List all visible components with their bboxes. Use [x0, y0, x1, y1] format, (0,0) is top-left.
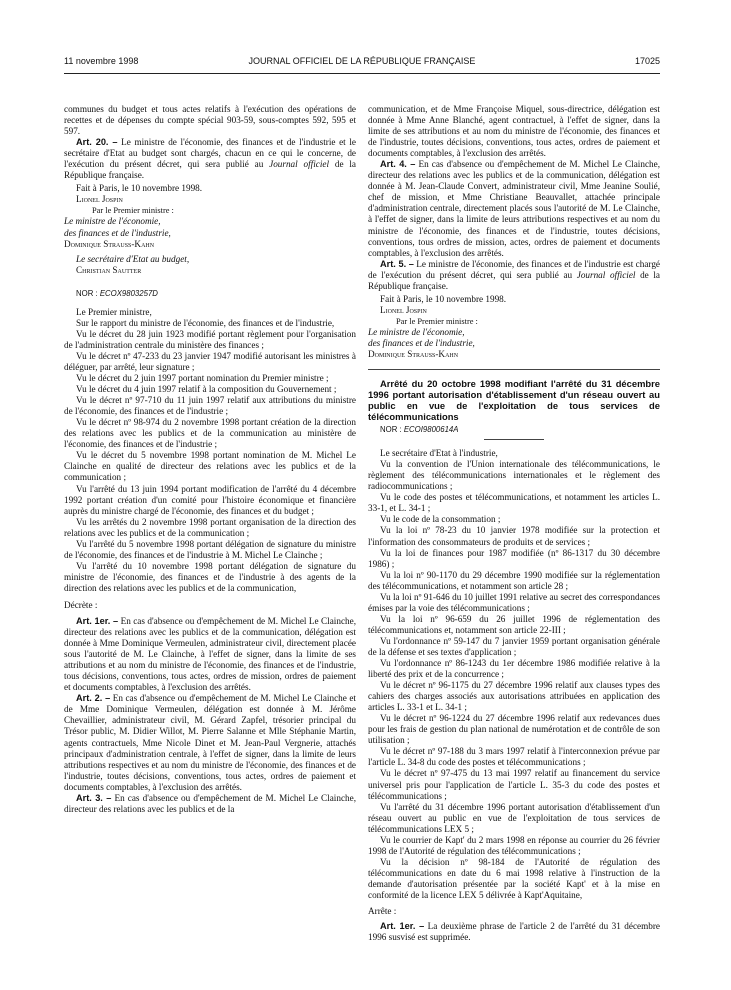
visa: Vu l'arrêté du 13 juin 1994 portant modification de l'arrêté du 4 décembre 1992 portant création d'un comité pour l'histoire économique et financière auprès du ministre chargé de l'économie, des finances et du budget ;	[64, 483, 356, 516]
nor-prefix: NOR :	[76, 288, 100, 298]
article-20	[64, 137, 356, 181]
article-text: Le ministre de l'économie, des finances et de l'industrie et le secrétaire d'Etat au budget sont chargés, chacun en ce qui le concerne, de l'exécution du présent décret, qui sera publié au	[64, 137, 356, 170]
visa: Vu le décret nº 47-233 du 23 janvier 1947 modifié autorisant les ministres à déléguer, par arrêté, leur signature ;	[64, 350, 356, 372]
visa: Vu le décret nº 96-1175 du 27 décembre 1996 relatif aux clauses types des cahiers des charges associés aux autorisations attribuées en application des articles L. 33-1 et L. 34-1 ;	[368, 680, 660, 713]
visa: Sur le rapport du ministre de l'économie, des finances et de l'industrie,	[76, 317, 335, 328]
nor-reference	[368, 424, 660, 435]
minister-title-1: Le ministre de l'économie,	[64, 216, 161, 227]
visa: Vu la loi nº 96-659 du 26 juillet 1996 de réglementation des télécommunications et, notamment son article 22-III ;	[368, 613, 660, 635]
visa: Vu l'arrêté du 10 novembre 1998 portant délégation de signature du ministre de l'économie, des finances et de l'industrie à des agents de la direction des relations avec les publics et de la communication,	[64, 560, 356, 593]
minister-name: Dominique Strauss-Kahn	[368, 349, 459, 360]
paragraph: communes du budget et tous actes relatifs à l'exécution des opérations de recettes et de dépenses du compte spécial 903-59, sous-comptes 592, 595 et 597.	[64, 104, 356, 137]
article-label: Art. 20. –	[76, 137, 118, 148]
arrete-heading: Arrête :	[368, 906, 397, 917]
visa: Vu la loi nº 78-23 du 10 janvier 1978 modifiée sur la protection et l'information des consommateurs de produits et de services ;	[368, 525, 660, 547]
premier-ministre: Le Premier ministre,	[76, 306, 152, 317]
pm-name: Lionel Jospin	[76, 194, 123, 205]
visa: Vu la loi nº 91-646 du 10 juillet 1991 relative au secret des correspondances émises par la voie des télécommunications ;	[368, 591, 660, 613]
nor-code: ECOX9803257D	[99, 288, 158, 298]
article-5	[368, 259, 660, 292]
page-number: 17025	[634, 56, 660, 66]
visa: Vu l'ordonnance nº 59-147 du 7 janvier 1959 portant organisation générale de la défense et ses textes d'application ;	[368, 635, 660, 657]
visa: Vu les arrêtés du 2 novembre 1998 portant organisation de la direction des relations avec les publics et de la communication ;	[64, 516, 356, 538]
visa: Vu l'ordonnance nº 86-1243 du 1er décembre 1986 modifiée relative à la liberté des prix et de la concurrence ;	[368, 658, 660, 680]
article-text: En cas d'absence ou d'empêchement de M. Michel Le Clainche, directeur des relations avec les publics et de la communication, délégation est donnée à M. Jean-Claude Convert, administrateur civil, Mme Jeanine Soulié, chef de mission, et Mme Christiane Beauvallet, attachée principale d'administration centrale, directement placés sous l'autorité de M. Le Clainche, à l'effet de signer, dans la limite de leurs attributions respectives et au nom du ministre de l'économie, des finances et de l'industrie, toutes décisions, conventions, tous ordres de mission, actes, ordres de paiement et documents comptables, à l'exclusion des arrêtés.	[368, 159, 661, 258]
visa: Vu le décret du 4 juin 1997 relatif à la composition du Gouvernement ;	[76, 384, 337, 395]
article-text: En cas d'absence ou d'empêchement de M. Michel Le Clainche, directeur des relations avec les publics et de la communication, délégation est donnée à Mme Dominique Vermeulen, administrateur civil, directement placée sous l'autorité de M. Le Clainche, à l'effet de signer, dans la limite de ses attributions et au nom du ministre de l'économie, des finances et de l'industrie, tous décisions, conventions, tous actes, ordres de mission, ordres de paiement et documents comptables, à l'exclusion des arrêtés.	[64, 616, 356, 693]
article-text: En cas d'absence ou d'empêchement de M. Michel Le Clainche, directeur des relations avec les publics et de la	[64, 792, 357, 814]
article-3	[64, 793, 356, 815]
visa: Vu le code de la consommation ;	[380, 514, 501, 525]
minister-title-2: des finances et de l'industrie,	[64, 227, 171, 238]
journal-title: JOURNAL OFFICIEL DE LA RÉPUBLIQUE FRANÇAISE	[248, 56, 476, 66]
secretaire-etat: Le secrétaire d'Etat à l'industrie,	[380, 448, 498, 459]
visa: Vu le courrier de Kapt' du 2 mars 1998 en réponse au courrier du 26 février 1998 de l'Autorité de régulation des télécommunications ;	[368, 834, 660, 856]
visa: Vu le décret nº 97-188 du 3 mars 1997 relatif à l'interconnexion prévue par l'article L. 34-8 du code des postes et télécommunications ;	[368, 746, 660, 768]
article-1	[64, 616, 356, 693]
visa: Vu la décision nº 98-184 de l'Autorité de régulation des télécommunications en date du 6 mai 1998 relative à l'instruction de la demande d'autorisation présentée par la société Kapt' et à la mise en conformité de la licence LEX 5 délivrée à Kapt'Aquitaine,	[368, 856, 660, 900]
par-le-premier-ministre: Par le Premier ministre :	[396, 316, 478, 326]
section-divider	[368, 369, 660, 370]
nor-code: ECOI9800614A	[403, 425, 459, 435]
header-date: 11 novembre 1998	[64, 56, 139, 66]
visa: Vu le décret du 28 juin 1923 modifié portant règlement pour l'organisation de l'administration centrale du ministère des finances ;	[64, 328, 356, 350]
signature-pm	[368, 305, 660, 316]
journal-ref: Journal officiel	[576, 269, 636, 280]
minister-name: Dominique Strauss-Kahn	[64, 238, 155, 249]
arrete-title: Arrêté du 20 octobre 1998 modifiant l'arrêté du 31 décembre 1996 portant autorisation d'établissement d'un réseau ouvert au public en vue de l'exploitation de tous services de télécommunications	[368, 378, 660, 423]
visa: Vu la convention de l'Union internationale des télécommunications, le règlement des télécommunications internationales et le règlement des radiocommunications ;	[368, 459, 660, 492]
visa: Vu l'arrêté du 5 novembre 1998 portant délégation de signature du ministre de l'économie, des finances et de l'industrie à M. Michel Le Clainche ;	[64, 538, 356, 560]
minister-title-1: Le ministre de l'économie,	[368, 326, 465, 337]
left-column	[64, 104, 356, 815]
visa: Vu la loi nº 90-1170 du 29 décembre 1990 modifiée sur la réglementation des télécommunications, et notamment son article 28 ;	[368, 569, 660, 591]
fait-a-paris: Fait à Paris, le 10 novembre 1998.	[76, 183, 203, 194]
article-text-tail: de la République française.	[368, 269, 660, 291]
signature-pm	[64, 194, 356, 205]
journal-ref: Journal officiel	[269, 159, 330, 170]
visa: Vu le décret nº 97-475 du 13 mai 1997 relatif au financement du service universel pris pour l'application de l'article L. 35-3 du code des postes et télécommunications ;	[368, 768, 660, 801]
minister-title-2: des finances et de l'industrie,	[368, 337, 475, 348]
article-label: Art. 2. –	[76, 693, 111, 704]
secretary-title: Le secrétaire d'Etat au budget,	[76, 253, 190, 264]
par-le-premier-ministre: Par le Premier ministre :	[92, 206, 174, 216]
article-label: Art. 5. –	[380, 258, 414, 269]
article-label: Art. 3. –	[76, 792, 112, 803]
visa: Vu le décret du 5 novembre 1998 portant nomination de M. Michel Le Clainche en qualité de directeur des relations avec les publics et de la communication ;	[64, 450, 356, 483]
visa: Vu le décret nº 98-974 du 2 novembre 1998 portant création de la direction des relations avec les publics et de la communication au ministère de l'économie, des finances et de l'industrie ;	[64, 417, 356, 450]
article-text: En cas d'absence ou d'empêchement de M. Michel Le Clainche et de Mme Dominique Vermeulen, délégation est donnée à M. Jérôme Chevaillier, administrateur civil, M. Gérard Zapfel, trésorier principal du Trésor public, M. Didier Willot, M. Pierre Salanne et Mlle Stéphanie Martin, agents contractuels, Mme Nicole Dinet et M. Jean-Paul Vergnerie, attachés principaux d'administration centrale, à l'effet de signer, dans la limite de leurs attributions respectives et au nom du ministre de l'économie, des finances et de l'industrie, toutes décisions, conventions, tous actes, ordres de paiement et documents comptables, à l'exclusion des arrêtés.	[64, 693, 356, 792]
article-label: Art. 4. –	[380, 159, 416, 170]
fait-a-paris: Fait à Paris, le 10 novembre 1998.	[380, 293, 507, 304]
visa: Vu l'arrêté du 31 décembre 1996 portant autorisation d'établissement d'un réseau ouvert au public en vue de l'exploitation de tous services de télécommunications LEX 5 ;	[368, 801, 660, 834]
article-text: Le ministre de l'économie, des finances et de l'industrie est chargé de l'exécution du présent décret, qui sera publié au	[368, 258, 660, 280]
nor-prefix: NOR :	[380, 425, 404, 435]
article-text: La deuxième phrase de l'article 2 de l'arrêté du 31 décembre 1996 susvisé est supprimée.	[368, 921, 660, 943]
pm-name: Lionel Jospin	[380, 304, 427, 315]
paragraph: communication, et de Mme Françoise Miquel, sous-directrice, délégation est donnée à Mme Anne Blanché, agent contractuel, à l'effet de signer, dans la limite de ses attributions et au nom du ministre de l'économie, des finances et de l'industrie, toutes décisions, conventions, tous actes, ordres de paiement et documents comptables, à l'exclusion des arrêtés.	[368, 104, 660, 159]
article-1	[368, 921, 660, 943]
header-rule	[64, 73, 660, 74]
article-2	[64, 693, 356, 792]
visa: Vu le décret du 2 juin 1997 portant nomination du Premier ministre ;	[76, 373, 329, 384]
page-header	[64, 56, 660, 70]
secretary-name: Christian Sautter	[76, 264, 142, 275]
nor-reference	[64, 288, 356, 299]
article-4	[368, 159, 660, 258]
section-divider	[484, 439, 544, 440]
article-label: Art. 1er. –	[380, 921, 425, 932]
visa: Vu le décret nº 97-710 du 11 juin 1997 relatif aux attributions du ministre de l'économie, des finances et de l'industrie ;	[64, 395, 356, 417]
visa: Vu la loi de finances pour 1987 modifiée (nº 86-1317 du 30 décembre 1986) ;	[368, 547, 660, 569]
article-label: Art. 1er. –	[76, 616, 119, 627]
right-column	[368, 104, 660, 943]
visa: Vu le décret nº 96-1224 du 27 décembre 1996 relatif aux redevances dues pour les frais de gestion du plan national de numérotation et de contrôle de son utilisation ;	[368, 713, 660, 746]
visa: Vu le code des postes et télécommunications, et notamment les articles L. 33-1, et L. 34-1 ;	[368, 492, 660, 514]
article-text-tail: de la République française.	[64, 159, 356, 181]
decrete: Décrète :	[64, 599, 98, 610]
